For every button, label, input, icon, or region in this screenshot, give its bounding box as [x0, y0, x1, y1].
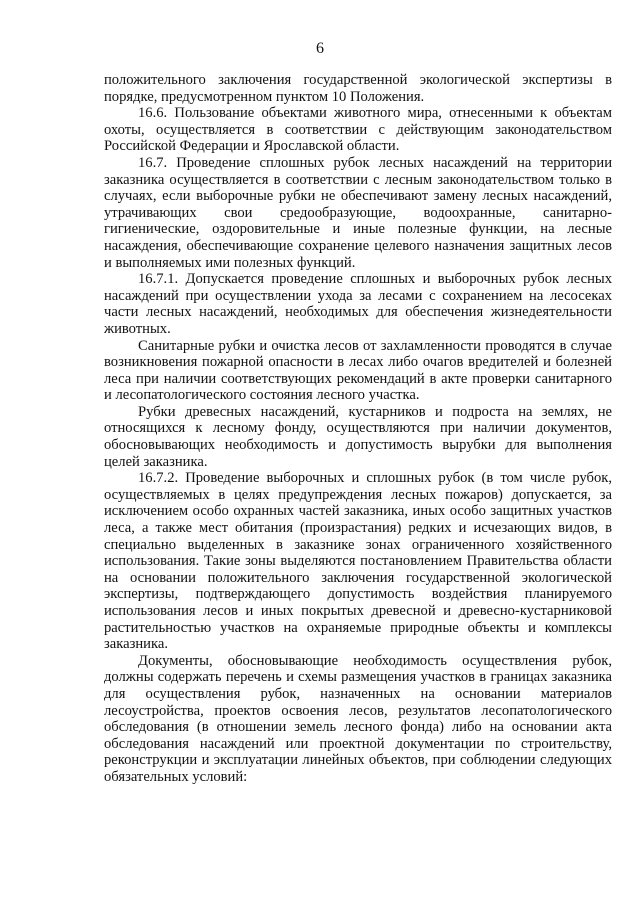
paragraph-16-6: 16.6. Пользование объектами животного мира, отнесенными к объектам охоты, осуществляется в соответствии с действующим законодательством Российской Федерации и Ярославской области. — [104, 105, 612, 155]
paragraph-16-7-2: 16.7.2. Проведение выборочных и сплошных рубок (в том числе рубок, осуществляемых в целях предупреждения лесных пожаров) допускается, за исключением особо охранных частей заказника, иных особо защитных участков леса, а также мест обитания (произрастания) редких и исчезающих видов, в специально выделенных в заказнике зонах ограниченного хозяйственного использования. Такие зоны выделяются постановлением Правительства области на основании положительного заключения государственной экологической экспертизы, подтверждающего допустимость воздействия планируемого использования лесов и иных покрытых древесной и древесно-кустарниковой растительностью участков на охраняемые природные объекты и комплексы заказника. — [104, 470, 612, 653]
page-number: 6 — [316, 40, 324, 57]
paragraph-0: положительного заключения государственной экологической экспертизы в порядке, предусмотренном пунктом 10 Положения. — [104, 72, 612, 105]
paragraph-non-forest-cuttings: Рубки древесных насаждений, кустарников и подроста на землях, не относящихся к лесному фонду, осуществляются при наличии документов, обосновывающих необходимость и допустимость вырубки для выполнения целей заказника. — [104, 403, 612, 470]
document-body — [104, 72, 612, 786]
paragraph-16-7: 16.7. Проведение сплошных рубок лесных насаждений на территории заказника осуществляется в соответствии с лесным законодательством только в случаях, если выборочные рубки не обеспечивают замену лесных насаждений, утрачивающих свои средообразующие, водоохранные, санитарно-гигиенические, оздоровительные и иные полезные функции, на лесные насаждения, обеспечивающие сохранение целевого назначения защитных лесов и выполняемых ими полезных функций. — [104, 154, 612, 271]
paragraph-documents: Документы, обосновывающие необходимость осуществления рубок, должны содержать перечень и схемы размещения участков в границах заказника для осуществления рубок, назначенных на основании материалов лесоустройства, проектов освоения лесов, результатов лесопатологического обследования (в отношении земель лесного фонда) либо на основании акта обследования насаждений или проектной документации по строительству, реконструкции и эксплуатации линейных объектов, при соблюдении следующих обязательных условий: — [104, 652, 612, 785]
paragraph-sanitary-cuttings: Санитарные рубки и очистка лесов от захламленности проводятся в случае возникновения пожарной опасности в лесах либо очагов вредителей и болезней леса при наличии соответствующих рекомендаций в акте проверки санитарного и лесопатологического состояния лесного участка. — [104, 337, 612, 404]
paragraph-16-7-1: 16.7.1. Допускается проведение сплошных и выборочных рубок лесных насаждений при осуществлении ухода за лесами с сохранением на лесосеках части лесных насаждений, необходимых для обеспечения жизнедеятельности животных. — [104, 271, 612, 337]
